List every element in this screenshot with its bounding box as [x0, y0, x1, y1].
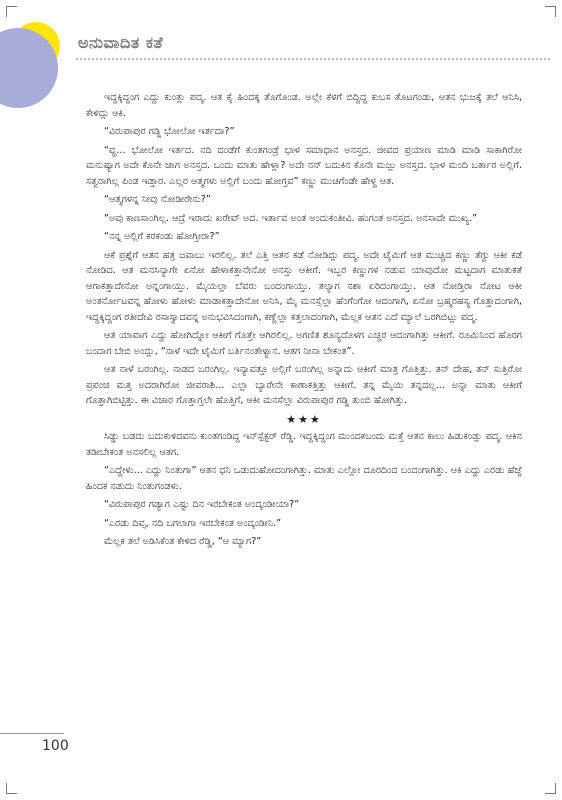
section-separator: ★★★ [286, 412, 322, 426]
paragraph: “ವ್ಹ... ಭೋಲೋ ಇರ್ತದ. ನದಿ ದಂಡೆಗೆ ಕುಂತಗಂಡ್ರೆ ಭಾಳ ಸಮಾಧಾನ ಅನಸ್ತದ. ಜೀವದ ಪ್ರಯಾಣ ಮಾಡಿ ಮಾಡಿ ಸಾಕಾಗಿರೋ ಮನುಷ್ಯಾಗ ಅದೇ ಕೊನೇ ಜಾಗ ಅನಸ್ತದ. ಒಂದು ಮಾತು ಹೇಳ್ಲಾ? ಅದೇ ನನ್ ಬದುಕಿನ ಕೊನೇ ಮಜ್ಲು ಅನಸ್ತದ. ಭಾಳ ಮಂದಿ ಬರ್ತಾರ ಅಲ್ಲಿಗೆ. ಸತ್ವರಾಗಿಲ್ಲ ಪಿಂಡ ಇಡ್ತಾರ. ಎಲ್ಲರ ಆತ್ಮಗಳು ಅಲ್ಲಿಗೆ ಬಂದು ಹೋಗ್ತವ” ಕಣ್ಣು ಮುಚಿಗೆಂಡೇ ಹೇಳ್ದ ಆತ. [86, 144, 522, 187]
paragraph: ಆಕೆ ಪ್ರಶ್ನೆಗೆ ಆತನ ಹತ್ರ ಜವಾಬು ಇರಲಿಲ್ಲ. ತಲೆ ಎತ್ತಿ ಆತನ ಕಡೆ ನೋಡಿದ್ಲು ಪದ್ಮ. ಅದೇ ಟೈಮಿಗೆ ಆತ ಮುಚ್ಚಿದ ಕಣ್ಣು ತೆಗ್ದು ಆಕೀ ಕಡೆ ನೋಡಿದ. ಆತ ಮನಸಿನ್ಯಾಗೇ ಏನೋ ಹೇಳಾಕತ್ತಾನೇನೋ ಅನಸ್ತು ಆಕೀಗೆ. ಇಬ್ಬರ ಕಣ್ಣುಗಳ ನಡುವ ಯಾವುದೋ ಮಟ್ಟದಾಗ ಮಾತುಕತೆ ಆಗಾಕತ್ತಾದೇನೋ ಅನ್ನಂಗಾಯ್ತು. ಮೈಯಲ್ಲಾ ಬೆವರು ಬಂದಂಗಾಯ್ತು. ತಲ್ಯಾಗ ನಶಾ ಏರಿದಂಗಾಯ್ತು. ಆತ ನೋಡ್ತಿರಾ ನೋಟ ಆಕೀ ಅಂತರ್ನೋಟವನ್ನ ಹೋಳು ಹೋಳು ಮಾಡಾಕತ್ತಾದೇನೋ ಅನಿಸಿ, ಮೈ ಮನಸ್ಸೆಲ್ಲಾ ಹೆಂಗೆಂಗೋ ಆದಂಗಾಗಿ, ಏನೋ ಬ್ರಹ್ಮರಹಸ್ಯ ಗೊತ್ತಾದಂಗಾಗಿ, ಇದ್ದಕ್ಕಿದ್ದಂಗ ರತೀದೇವಿ ರಸಾಸ್ವಾದವನ್ನ ಅನುಭವಿಸಿದಂಗಾಗಿ, ಕಣ್ಣೆಲ್ಲಾ ಕತ್ತಲಾದಂಗಾಗಿ, ಮೆಲ್ಲಕ ಆತನ ಎದೆ ಮ್ಯಾಲೆ ಒರಗಿಬಿಟ್ಲು ಪದ್ಮ. [86, 249, 522, 323]
footer-rule [0, 733, 64, 734]
crop-mark-bottom-right [545, 783, 556, 794]
header-dotted-rule [76, 58, 550, 60]
page-number: 100 [42, 738, 69, 754]
crop-mark-top-left [6, 6, 17, 17]
paragraph: “ವಿರುಪಾಪುರ ಗಡ್ಯಾಗ ಎಷ್ಟು ದಿನ ಇರಬೇಕಂತ ಅಂದ್ಕಂಡೀಯಾ?” [104, 499, 300, 510]
paragraph: “ಅವು ಕಾಣಸಾಂಗಿಲ್ಲ. ಆದ್ರೆ ಇರಾದು ಖರೇವ್ ಅದ. ಇರ್ತಾವ ಅಂತ ಅಂದುಕಂತೀವಿ. ಹಂಗಂತ ಅನಸ್ತದ. ಅನಸಾದೇ ಮುಖ್ಯ.” [104, 212, 478, 224]
paragraph: “ಎರಡು ದಿವ್ಸ, ನದಿ ಬಗಲಾಗಾ ಇರಬೇಕಂತ ಅಂದ್ಕಂಡೀನಿ.” [104, 517, 282, 529]
story-body [86, 90, 522, 553]
paragraph: ಮೆಲ್ಲಕ ತಲೆ ಅಡಿಸಿಕೆಂತ ಕೇಳಿದ ರೆಡ್ಡಿ, “ಆ ಮ್ಯಾಗ?” [104, 536, 262, 547]
paragraph: “ಎದ್ದೇಳು... ಎದ್ದು ನಿಂತುಗಾ” ಆತನ ಧನಿ ಒಡುದುಹೋದಂಗಾಗಿತ್ತು. ಮಾತು ಎಲ್ಲೋ ದೂರದಿಂದ ಬಂದಂಗಾಗಿತ್ತು. ಆಕಿ ಎದ್ದು ಎರಡು ಹೆಜ್ಜೆ ಹಿಂದಕ ನಡುದು ನಿಂತುಗಂಡಳು. [86, 465, 522, 492]
section-title: ಅನುವಾದಿತ ಕತೆ [78, 33, 164, 52]
paragraph: ಇದ್ದಕ್ಕಿದ್ದಂಗ ಎದ್ದು ಕುಂತ್ಲು ಪದ್ಮ. ಆತ ಕೈ ಹಿಂದಕ್ಕ ತೊಗೊಂಡ. ಅಲ್ಲೇ ಕೆಳಗೆ ಬಿದ್ದಿದ್ದ ಕುಬಸ ತೊಟಗಂಡು, ಆತನ ಭುಜಕ್ಕೆ ತಲೆ ಆನಿಸಿ, ಕೇಳಿದ್ಲು ಆಕಿ. [86, 92, 522, 119]
paragraph: ಆತ ನಾಳೆ ಬರಂಗಿಲ್ಲ. ನಾಡದ ಬರಂಗಿಲ್ಲ. ಇನ್ಯಾವತ್ತೂ ಅಲ್ಲಿಗೆ ಬರಂಗಿಲ್ಲ ಅನ್ನಾದು ಆಕೀಗೆ ಮಾತ್ರ ಗೊತ್ತಿತ್ತು. ತನ್ ದೇಹ, ತನ್ ಸುತ್ತಿರೋ ಪ್ರಪಂಚ ಮತ್ತ ಅದರಾಗಿರೋ ಜೀವರಾಶಿ... ಎಲ್ಲಾ ಬ್ಯಾರೇನೇ ಕಾಣಾಕತ್ತಿತ್ತು ಆಕೀಗೆ. ತನ್ನ ಮೈಯಿ ತನ್ನದಲ್ಲ... ಅನ್ನಾ ಮಾತು ಆಕೀಗೆ ಗೊತ್ತಾಗಿಬಿಟ್ಟಿತ್ತು. ಈ ವಿಚಾರ ಗೊತ್ತಾಗ್ತಲೇ ಹೊತ್ತಿಗೆ, ಆಕೀ ಮನಸೆಲ್ಲಾ ವಿರುಪಾಪುರ ಗಡ್ಡಿ ತುಂಬಿ ಹೋಗಿತ್ತು. [86, 364, 522, 406]
paragraph: ಸಿಡ್ಡು ಬಡದು ಬದುಕುಳಿದವನು ಕುಂತಗಂಡಿದ್ದ ಇನ್‌ಸ್ಪೆಕ್ಟರ್ ರೆಡ್ಡಿ. ಇದ್ದಕ್ಕಿದ್ದಂಗ ಮುಂದಕಬಂದು ಮತ್ತೆ ಆತನ ಕಾಲು ಹಿಡುಕಂಡ್ಲು ಪದ್ಮ. ಆಕಿನ ತಡೀಬೇಕಂತ ಅನಸಲಿಲ್ಲ ಆತಗ. [86, 431, 522, 458]
paragraph: ಆತ ಯಾವಾಗ ಎದ್ದು ಹೋಗಿದ್ನೋ ಆಕೀಗೆ ಗೊತ್ತೇ ಆಗಿರಲಿಲ್ಲ. ಅಗಣಿತ ಶೂನ್ಯದೊಳಗ ಎಚ್ಚರ ಆದಂಗಾಗಿತ್ತು ಆಕೀಗೆ. ರೂಮಿನಿಂದ ಹೊರಗ ಬಂದಾಗ ಬೇಬಿ ಅಂದ್ಲು, “ನಾಳೆ ಇದೇ ಟೈಮಿಗೆ ಬರ್ತಿನಂತೇಳ್ಯಾನ. ಆತಗ ನೀನಾ ಬೇಕಂತ”. [86, 330, 522, 357]
paragraph: “ವಿರುಪಾಪುರ ಗಡ್ಡಿ ಭೋಲೋ ಇರ್ತದಾ?” [104, 126, 235, 137]
crop-mark-top-right [545, 6, 556, 17]
crop-mark-bottom-left [6, 783, 17, 794]
paragraph: “ಆತ್ಮಗಳನ್ನ ನೀವು ನೋಡೀರೇನು?” [104, 194, 211, 205]
paragraph: “ನನ್ನ ಅಲ್ಲಿಗೆ ಕರಕಂಡು ಹೋಗ್ತೀರಾ?” [104, 231, 220, 242]
